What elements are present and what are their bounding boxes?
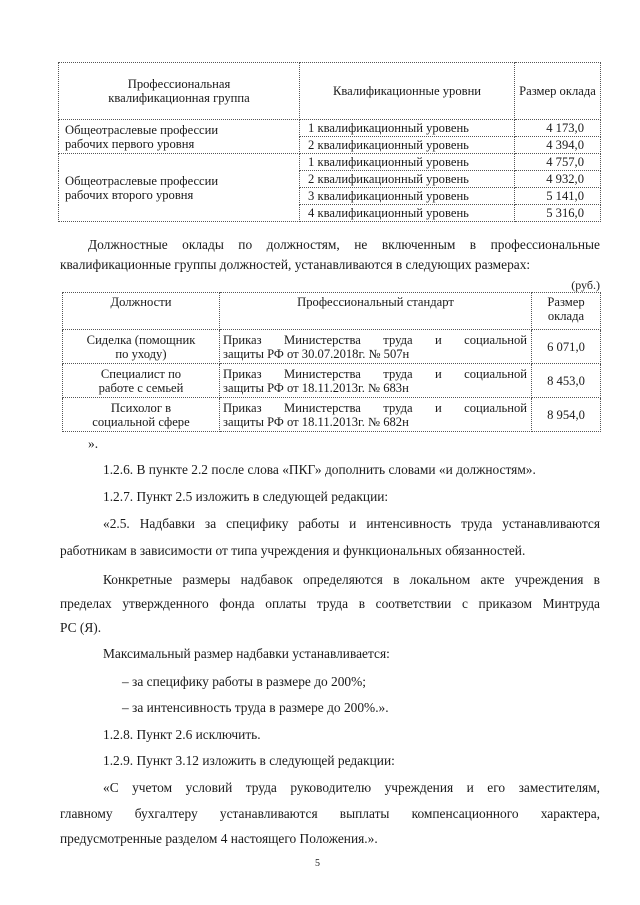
salary-cell: 4 394,0 xyxy=(515,137,601,154)
paragraph-maximum: Максимальный размер надбавки устанавливается: xyxy=(103,646,390,661)
table-row xyxy=(59,154,601,171)
header-group: Профессиональная квалификационная группа xyxy=(59,63,300,120)
header-position: Должности xyxy=(63,293,220,330)
table-row xyxy=(63,364,601,398)
header-salary: Размер оклада xyxy=(515,63,601,120)
table-row xyxy=(59,120,601,137)
salary-cell: 4 757,0 xyxy=(515,154,601,171)
group-cell: Общеотраслевые профессии рабочих первого уровня xyxy=(59,120,300,154)
header-standard: Профессиональный стандарт xyxy=(220,293,532,330)
level-cell: 1 квалификационный уровень xyxy=(300,120,515,137)
salary-cell: 6 071,0 xyxy=(532,330,601,364)
table-header-row xyxy=(63,293,601,330)
position-cell: Специалист по работе с семьей xyxy=(63,364,220,398)
qualification-salary-table xyxy=(58,62,601,222)
paragraph-concrete-line-2: пределах утвержденного фонда оплаты труда в соответствии с приказом Минтруда xyxy=(60,596,600,611)
page-number: 5 xyxy=(315,858,320,869)
level-cell: 3 квалификационный уровень xyxy=(300,188,515,205)
standard-cell: Приказ Министерства труда и социальной защиты РФ от 18.11.2013г. № 683н xyxy=(220,364,532,398)
table-row xyxy=(63,398,601,432)
salary-cell: 5 316,0 xyxy=(515,205,601,222)
level-cell: 2 квалификационный уровень xyxy=(300,171,515,188)
positions-salary-table xyxy=(62,292,601,432)
paragraph-1-2-8: 1.2.8. Пункт 2.6 исключить. xyxy=(103,727,261,742)
paragraph-concrete-line-3: РС (Я). xyxy=(60,620,102,635)
level-cell: 1 квалификационный уровень xyxy=(300,154,515,171)
paragraph-1-2-6: 1.2.6. В пункте 2.2 после слова «ПКГ» дополнить словами «и должностям». xyxy=(103,462,536,477)
salary-cell: 5 141,0 xyxy=(515,188,601,205)
salary-cell: 4 932,0 xyxy=(515,171,601,188)
standard-cell: Приказ Министерства труда и социальной защиты РФ от 30.07.2018г. № 507н xyxy=(220,330,532,364)
paragraph-1-2-7: 1.2.7. Пункт 2.5 изложить в следующей редакции: xyxy=(103,489,389,504)
level-cell: 4 квалификационный уровень xyxy=(300,205,515,222)
currency-unit: (руб.) xyxy=(571,278,600,292)
paragraph-2-5-line-2: работникам в зависимости от типа учреждения и функциональных обязанностей. xyxy=(60,543,526,558)
salary-cell: 4 173,0 xyxy=(515,120,601,137)
position-cell: Сиделка (помощник по уходу) xyxy=(63,330,220,364)
paragraph-3-12-line-2: главному бухгалтеру устанавливаются выплаты компенсационного характера, xyxy=(60,806,600,821)
paragraph-3-12-line-3: предусмотренные разделом 4 настоящего Положения.». xyxy=(60,831,378,846)
salary-cell: 8 453,0 xyxy=(532,364,601,398)
header-levels: Квалификационные уровни xyxy=(300,63,515,120)
salary-cell: 8 954,0 xyxy=(532,398,601,432)
paragraph-3-12-line-1: «С учетом условий труда руководителю учреждения и его заместителям, xyxy=(103,780,600,795)
level-cell: 2 квалификационный уровень xyxy=(300,137,515,154)
group-cell: Общеотраслевые профессии рабочих второго уровня xyxy=(59,154,300,222)
intro-line-1: Должностные оклады по должностям, не включенным в профессиональные xyxy=(88,237,600,252)
list-item-intensity: – за интенсивность труда в размере до 200%.». xyxy=(122,700,389,715)
header-salary: Размер оклада xyxy=(532,293,601,330)
table-closing-quote: ». xyxy=(88,436,99,451)
paragraph-concrete-line-1: Конкретные размеры надбавок определяются в локальном акте учреждения в xyxy=(103,572,600,587)
position-cell: Психолог в социальной сфере xyxy=(63,398,220,432)
paragraph-2-5-line-1: «2.5. Надбавки за специфику работы и интенсивность труда устанавливаются xyxy=(103,516,600,531)
table-header-row xyxy=(59,63,601,120)
paragraph-1-2-9: 1.2.9. Пункт 3.12 изложить в следующей редакции: xyxy=(103,753,395,768)
intro-line-2: квалификационные группы должностей, устанавливаются в следующих размерах: xyxy=(60,257,531,272)
standard-cell: Приказ Министерства труда и социальной защиты РФ от 18.11.2013г. № 682н xyxy=(220,398,532,432)
table-row xyxy=(63,330,601,364)
list-item-specifics: – за специфику работы в размере до 200%; xyxy=(122,674,367,689)
